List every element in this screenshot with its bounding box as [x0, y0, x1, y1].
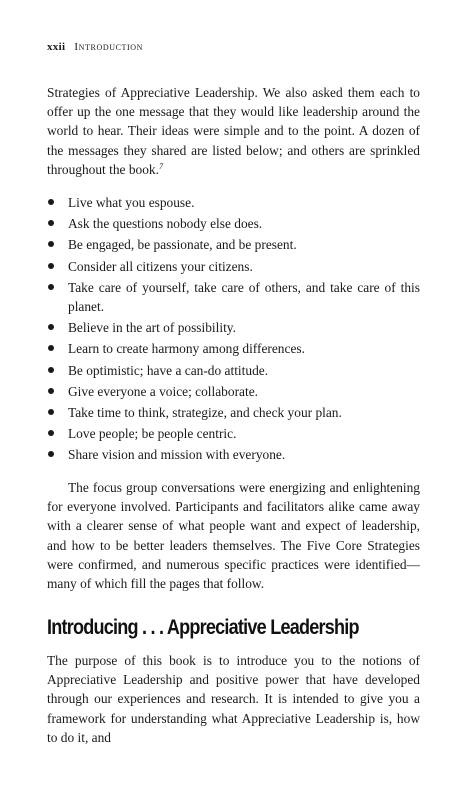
bullet-text: Learn to create harmony among differences.: [68, 341, 305, 357]
bullet-text: Take time to think, strategize, and check your plan.: [68, 405, 342, 421]
footnote-reference: 7: [158, 161, 163, 171]
bullet-item: [47, 424, 420, 443]
bullet-dot-icon: [48, 263, 54, 269]
bullet-text: Give everyone a voice; collaborate.: [68, 383, 258, 399]
bullet-dot-icon: [48, 220, 54, 226]
body-paragraph: [47, 83, 420, 179]
bullet-dot-icon: [48, 284, 54, 290]
body-paragraph: The purpose of this book is to introduce you to the notions of Appreciative Leadership and positive power that have developed through our experiences and research. It is intended to give you a framework for understanding what Appreciative Leadership is, how to do it, and: [47, 653, 420, 745]
bullet-item: [47, 445, 420, 464]
bullet-item: [47, 278, 420, 316]
bullet-text: Take care of yourself, take care of others, and take care of this planet.: [68, 279, 420, 315]
bullet-dot-icon: [48, 367, 54, 373]
bullet-dot-icon: [48, 241, 54, 247]
bullet-item: [47, 235, 420, 254]
bullet-item: [47, 214, 420, 233]
bullet-dot-icon: [48, 451, 54, 457]
section-heading: Introducing . . . Appreciative Leadership: [47, 616, 359, 639]
body-paragraph: The focus group conversations were energizing and enlightening for everyone involved. Participants and facilitators alike came away with a clearer sense of what people want and expect of leadership, and how to be better leaders themselves. The Five Core Strategies were confirmed, and numerous specific practices were identified—many of which fill the pages that follow.: [47, 480, 420, 592]
bullet-item: [47, 318, 420, 337]
page-number: xxii: [47, 41, 66, 53]
bullet-item: [47, 257, 420, 276]
bullet-item: [47, 403, 420, 422]
bullet-dot-icon: [48, 388, 54, 394]
bullet-text: Be optimistic; have a can-do attitude.: [68, 362, 269, 378]
bullet-item: [47, 361, 420, 380]
bullet-dot-icon: [48, 430, 54, 436]
bullet-text: Ask the questions nobody else does.: [68, 216, 263, 232]
bullet-dot-icon: [48, 324, 54, 330]
running-head-section: Introduction: [74, 41, 144, 53]
bullet-text: Live what you espouse.: [68, 195, 195, 210]
bullet-item: [47, 382, 420, 401]
bullet-text: Consider all citizens your citizens.: [68, 258, 253, 274]
bullet-dot-icon: [48, 409, 54, 415]
bullet-list: [47, 193, 420, 467]
paragraph-text: Strategies of Appreciative Leadership. We also asked them each to offer up the one message that they would like leadership around the world to hear. Their ideas were simple and to the point. A dozen of the messages they shared are listed below; and others are sprinkled throughout the book.: [47, 85, 420, 177]
bullet-text: Love people; be people centric.: [68, 426, 237, 442]
bullet-item: [47, 193, 420, 212]
bullet-text: Share vision and mission with everyone.: [68, 447, 286, 463]
bullet-dot-icon: [48, 199, 54, 205]
bullet-item: [47, 339, 420, 358]
running-head: [47, 41, 143, 53]
bullet-text: Be engaged, be passionate, and be present.: [68, 237, 297, 253]
bullet-dot-icon: [48, 345, 54, 351]
bullet-text: Believe in the art of possibility.: [68, 320, 236, 336]
